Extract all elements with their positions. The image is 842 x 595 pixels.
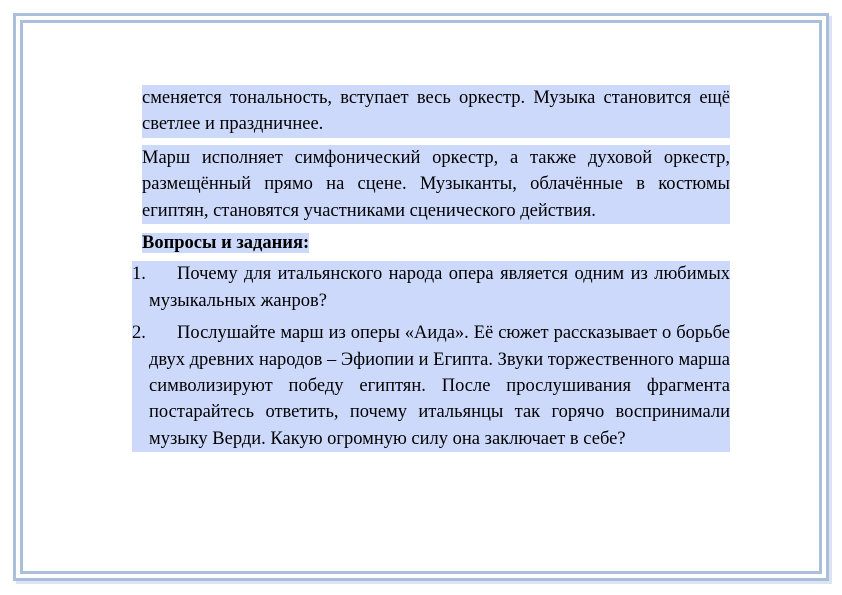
question-number: 2.	[132, 323, 146, 344]
slide-text-block	[132, 85, 730, 452]
question-number: 1.	[132, 264, 146, 285]
paragraph-march: Марш исполняет симфонический оркестр, а также духовой оркестр, размещённый прямо на сцене. Музыканты, облачённые в костюмы египтян, становятся участниками сценического действия.	[142, 145, 730, 224]
question-item	[132, 261, 730, 314]
question-text: Почему для итальянского народа опера является одним из любимых музыкальных жанров?	[149, 264, 730, 311]
questions-heading	[142, 230, 730, 256]
frame-shadow-bottom	[16, 581, 832, 584]
paragraph-tonality: сменяется тональность, вступает весь оркестр. Музыка становится ещё светлее и праздничнее.	[142, 85, 730, 138]
frame-shadow-right	[829, 16, 832, 584]
questions-heading-text: Вопросы и задания:	[142, 233, 310, 254]
question-item	[132, 320, 730, 452]
question-text: Послушайте марш из оперы «Аида». Её сюжет рассказывает о борьбе двух древних народов – Эфиопии и Египта. Звуки торжественного марша символизируют победу египтян. После прослушивания фрагмента постарайтесь ответить, почему итальянцы так горячо воспринимали музыку Верди. Какую огромную силу она заключает в себе?	[149, 323, 730, 449]
questions-list	[132, 261, 730, 452]
